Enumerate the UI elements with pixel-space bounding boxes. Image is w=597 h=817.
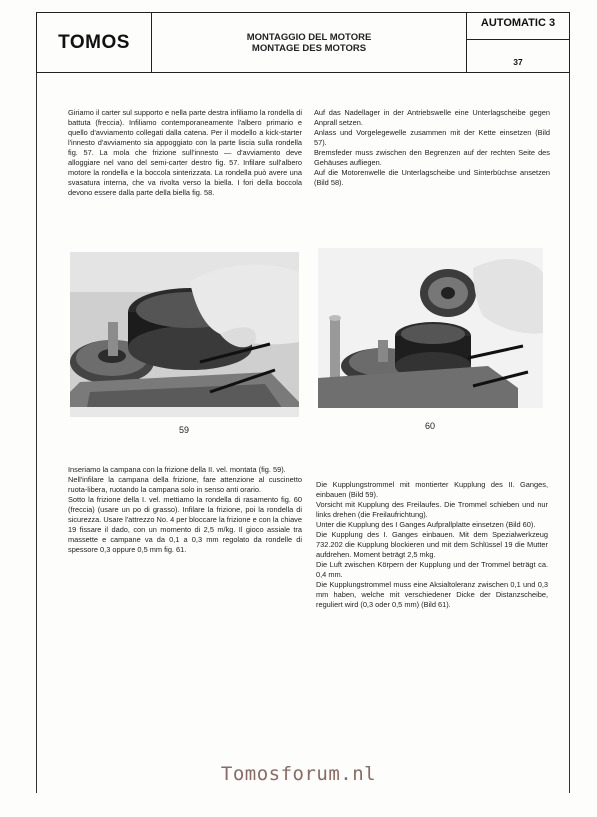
paragraph: Die Kupplung des I. Ganges einbauen. Mit dem Spezialwerkzeug 732.202 die Kupplung blockieren und mit dem Schlüssel 19 die Mutter aufdrehen. Moment beträgt 2,5 mkg. [316, 530, 548, 559]
site-watermark: Tomosforum.nl [220, 763, 377, 785]
brand-logo [36, 12, 152, 73]
paragraph: Die Kupplungstrommel mit montierter Kupplung des II. Ganges, einbauen (Bild 59). [316, 480, 548, 499]
text-bottom-right-german [316, 480, 548, 610]
frame-left-rule [36, 73, 37, 793]
paragraph: Die Luft zwischen Körpern der Kupplung und der Trommel beträgt ca. 0,4 mm. [316, 560, 548, 579]
text-top-right-german [314, 108, 550, 188]
paragraph: Auf die Motorenwelle die Unterlagscheibe und Sinterbüchse ansetzen (Bild 58). [314, 168, 550, 187]
brand-logo-text: TOMOS [58, 31, 130, 53]
photo-figure-59 [70, 252, 299, 417]
paragraph: Auf das Nadellager in der Antriebswelle eine Unterlagscheibe gegen Anprall setzen. [314, 108, 550, 127]
frame-right-rule [569, 73, 570, 793]
section-divider [467, 39, 569, 40]
paragraph: Unter die Kupplung des I Ganges Aufprallplatte einsetzen (Bild 60). [316, 520, 536, 529]
section-label: AUTOMATIC 3 [480, 17, 556, 29]
page-title-italian: MONTAGGIO DEL MOTORE [246, 31, 372, 43]
paragraph: Inseriamo la campana con la frizione della II. vel. montata (fig. 59). [68, 465, 286, 474]
page-title [151, 12, 467, 73]
figure-60-caption: 60 [424, 421, 435, 431]
page-number: 37 [513, 57, 523, 67]
paragraph: Sotto la frizione della I. vel. mettiamo la rondella di rasamento fig. 60 (freccia) (usare un po di grasso). Infilare la frizione, poi la rondella di sicurezza. Usare l'attrezzo No. 4 per bloccare la frizione e con la chiave 19 fissare il dado, con un momento di 2,5 m/kg. Il gioco assiale tra massette e campane va da 0,1 a 0,3 mm regolato da rondelle di spessore 0,3 oppure 0,5 mm fig. 61. [68, 495, 302, 554]
figure-59-caption: 59 [178, 425, 189, 435]
paragraph: Vorsicht mit Kupplung des Freilaufes. Die Trommel schieben und nur links drehen (die Freilaufrichtung). [316, 500, 548, 519]
paragraph: Anlass und Vorgelegewelle zusammen mit der Kette einsetzen (Bild 57). [314, 128, 550, 147]
photo-figure-60 [318, 248, 543, 408]
clutch-drum-install-photo [70, 252, 299, 417]
paragraph: Nell'infilare la campana della frizione, fare attenzione al cuscinetto ruota-libera, ruotando la campana solo in senso anti orario. [68, 475, 302, 494]
text-bottom-left-italian [68, 465, 302, 555]
text-top-left-italian [68, 108, 302, 198]
paragraph: Bremsfeder muss zwischen den Begrenzen auf der rechten Seite des Gehäuses aufliegen. [314, 148, 550, 167]
clutch-assembly-photo [318, 248, 543, 408]
page-title-german: MONTAGE DES MOTORS [251, 42, 367, 54]
paragraph: Giriamo il carter sul supporto e nella parte destra infiliamo la rondella di battuta (freccia). Infiliamo contemporaneamente l'albero primario e quello d'avviamento collegati dalla catena. Per il modello a kick-starter l'innesto d'avviamento sia appoggiato con la parte liscia sulla rondella fig. 57. La mola che frizione sull'innesto — d'avviamento deve alloggiare nel vano del semi-carter destro fig. 57. Infilare sull'albero motore la rondella e la boccola sinterizzata. La rondella può avere una svasatura interna, che va rivolta verso la biella. I fori della boccola devono essere dalla parte della biella fig. 58. [68, 108, 302, 197]
paragraph: Die Kupplungstrommel muss eine Aksialtoleranz zwischen 0,1 und 0,3 mm haben, welche mit verschiedener Dicke der Distanzscheibe, reguliert wird (0,3 oder 0,5 mm) (Bild 61). [316, 580, 548, 609]
section-box [466, 12, 570, 73]
